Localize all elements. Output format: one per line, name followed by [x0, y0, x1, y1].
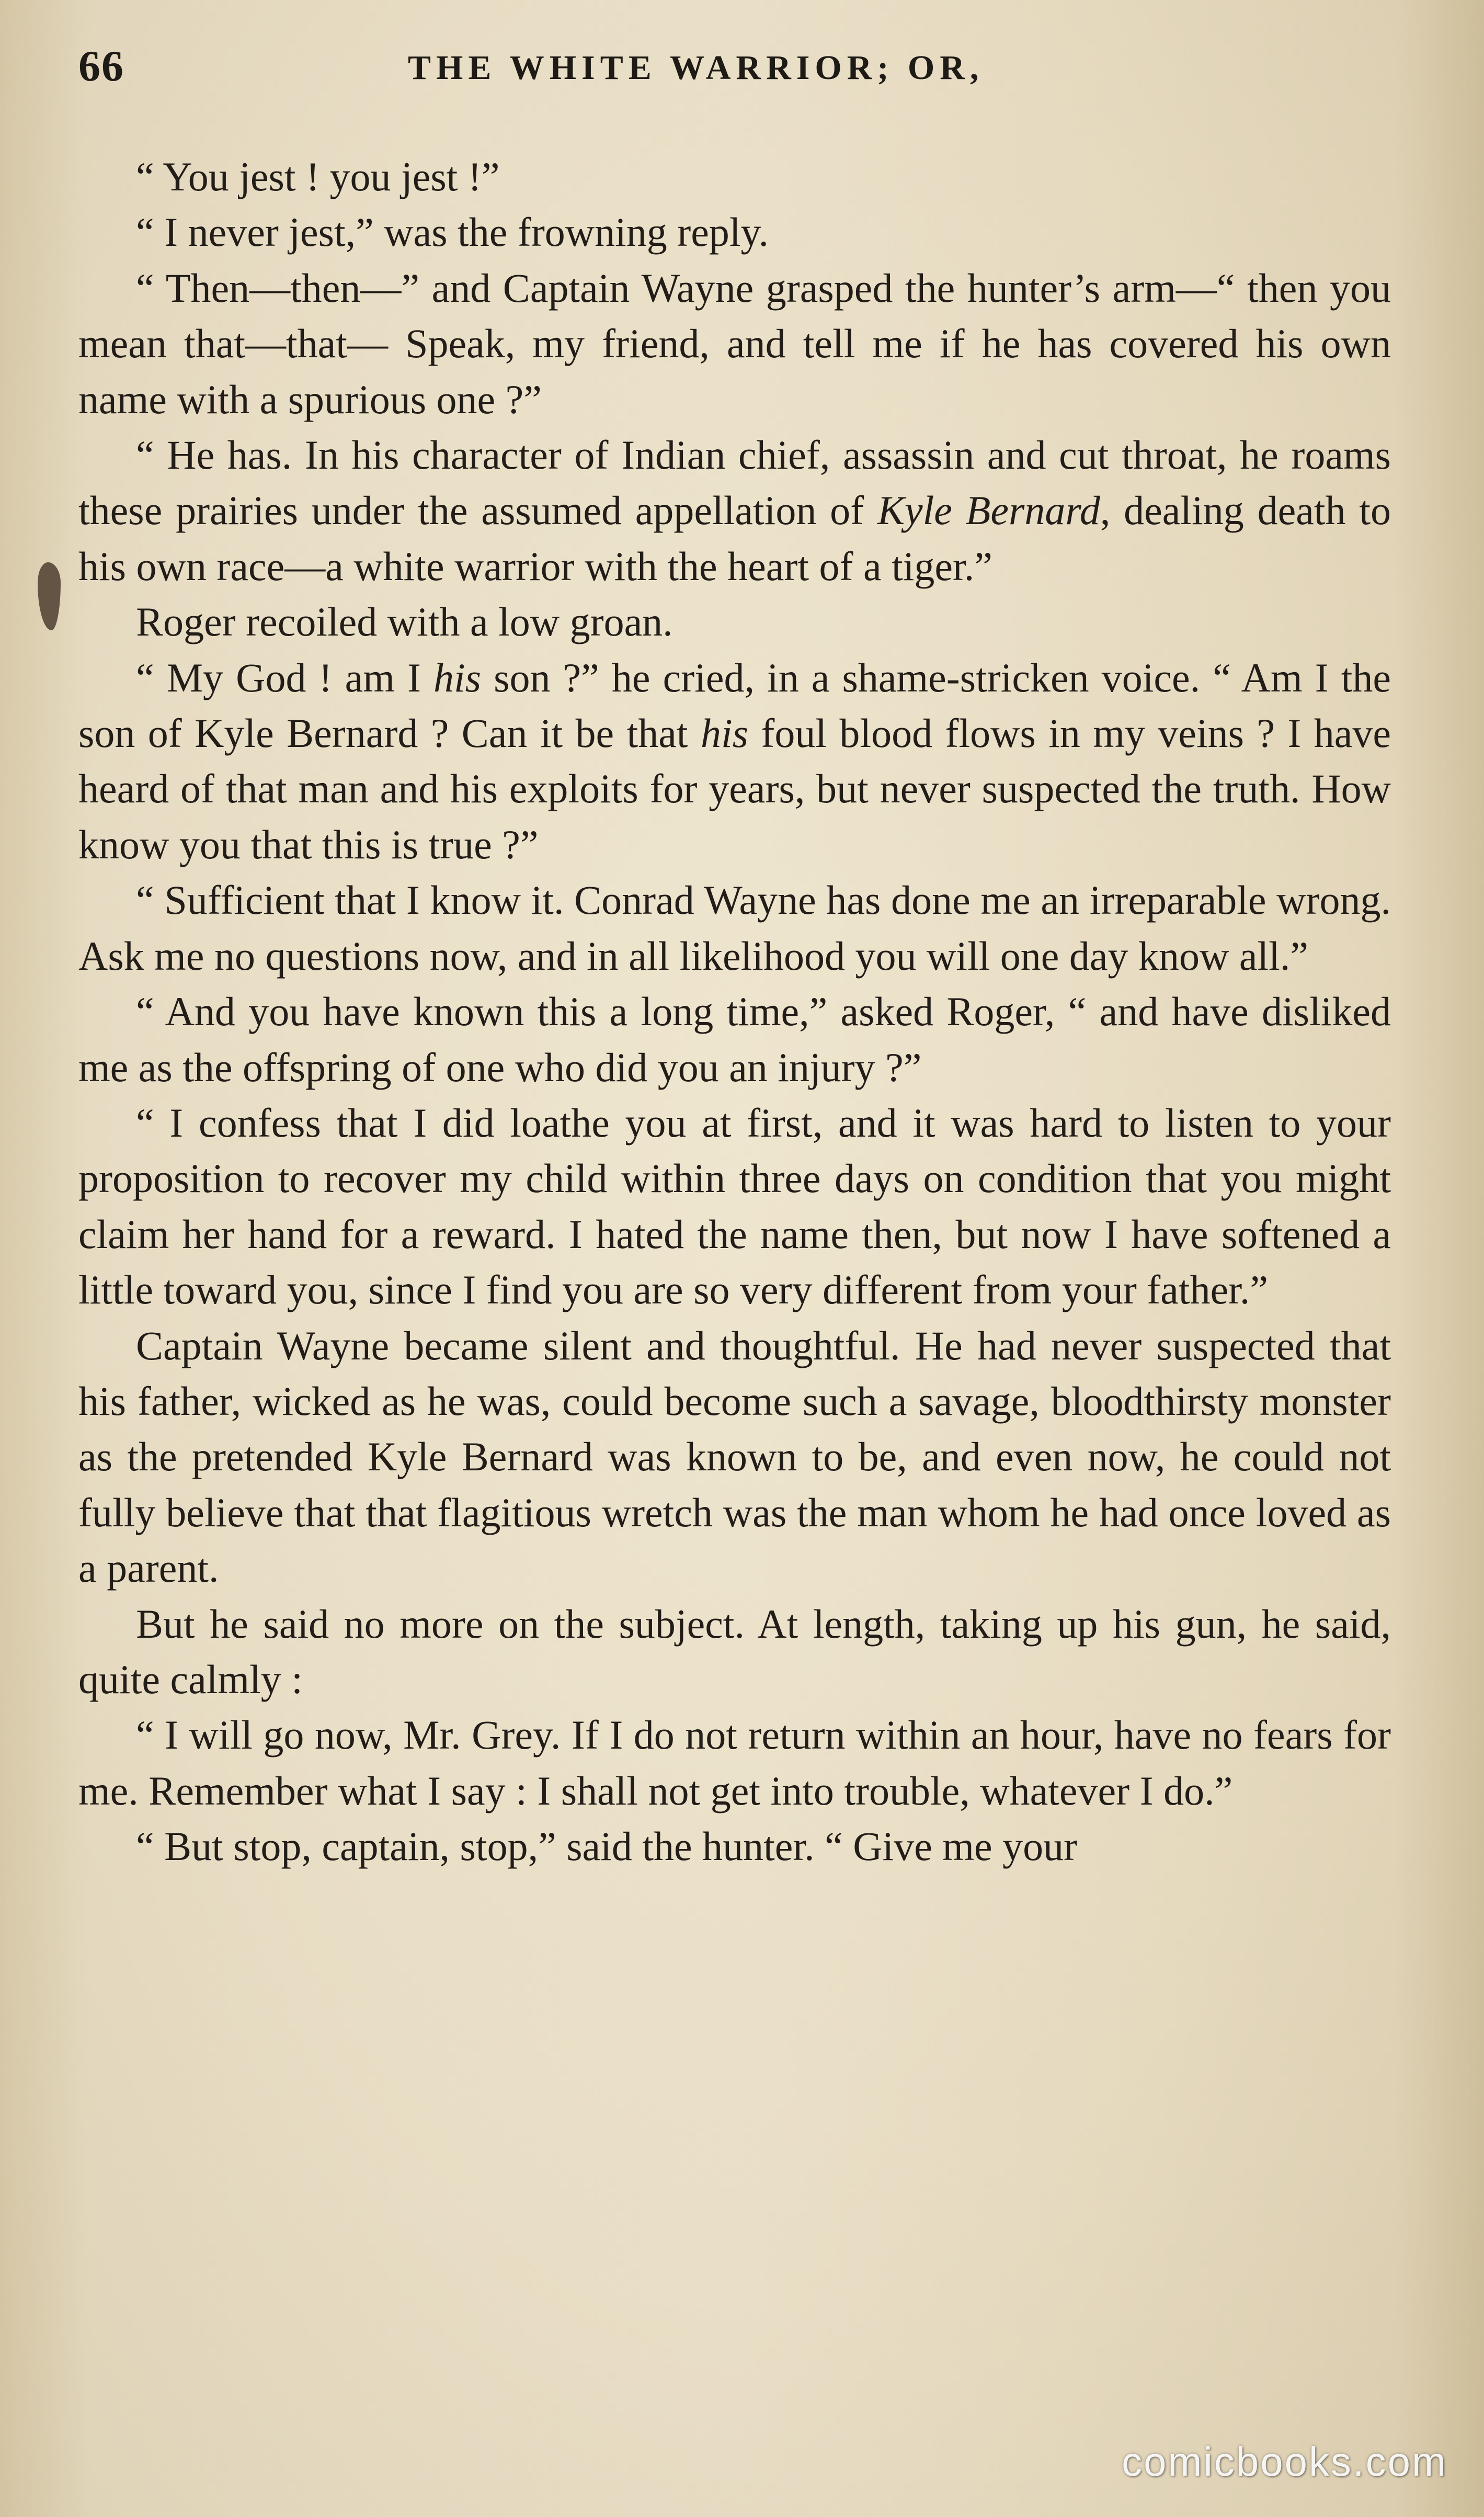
paragraph: “ I will go now, Mr. Grey. If I do not return within an hour, have no fears for me. Remember what I say : I shall not get into trouble, whatever I do.”	[78, 1712, 1391, 1813]
paragraph-text: foul blood flows in my veins ? I have heard of that man and his exploits for years, but never suspected the truth. How know you that this is true ?”	[78, 710, 1391, 867]
paragraph-text: “ My God ! am I	[136, 654, 434, 700]
emphasized-word: his	[433, 654, 482, 700]
emphasized-word: his	[700, 710, 748, 756]
paragraph-text: , dealing death to his own race—a white warrior with the heart of a tiger.”	[78, 487, 1391, 589]
paragraph: But he said no more on the subject. At length, taking up his gun, he said, quite calmly :	[78, 1601, 1391, 1702]
paragraph-text: son ?” he cried, in a shame-stricken voice. “ Am I the son of Kyle Bernard ? Can it be that	[78, 654, 1391, 756]
paragraph: “ I confess that I did loathe you at first, and it was hard to listen to your proposition to recover my child within three days on condition that you might claim her hand for a reward. I hated the name then, but now I have softened a little toward you, since I find you are so very different from your father.”	[78, 1099, 1391, 1313]
paragraph	[78, 427, 1391, 594]
body-text	[78, 149, 1391, 1875]
paragraph: “ You jest ! you jest !”	[136, 154, 500, 199]
paragraph: Roger recoiled with a low groan.	[136, 599, 673, 645]
page-header	[78, 41, 1391, 109]
paragraph: “ Then—then—” and Captain Wayne grasped the hunter’s arm—“ then you mean that—that— Speak, my friend, and tell me if he has covered his own name with a spurious one ?”	[78, 265, 1391, 422]
running-head: THE WHITE WARRIOR; OR,	[408, 49, 984, 87]
paragraph	[78, 650, 1391, 873]
paragraph: “ But stop, captain, stop,” said the hunter. “ Give me your	[136, 1823, 1078, 1869]
ink-stain	[38, 562, 61, 630]
paragraph: “ Sufficient that I know it. Conrad Wayne has done me an irreparable wrong. Ask me no questions now, and in all likelihood you will one day know all.”	[78, 877, 1391, 979]
paragraph: “ I never jest,” was the frowning reply.	[136, 209, 769, 255]
watermark: comicbooks.com	[1122, 2439, 1447, 2485]
paragraph: “ And you have known this a long time,” asked Roger, “ and have disliked me as the offspring of one who did you an injury ?”	[78, 989, 1391, 1090]
page-number: 66	[78, 42, 124, 90]
paragraph: Captain Wayne became silent and thoughtful. He had never suspected that his father, wicked as he was, could become such a savage, bloodthirsty monster as the pretended Kyle Bernard was known to be, and even now, he could not fully believe that that flagitious wretch was the man whom he had once loved as a parent.	[78, 1322, 1391, 1591]
emphasized-name: Kyle Bernard	[877, 487, 1100, 534]
paragraph-text: “ He has. In his character of Indian chief, assassin and cut throat, he roams these prairies under the assumed appellation of	[78, 432, 1391, 534]
